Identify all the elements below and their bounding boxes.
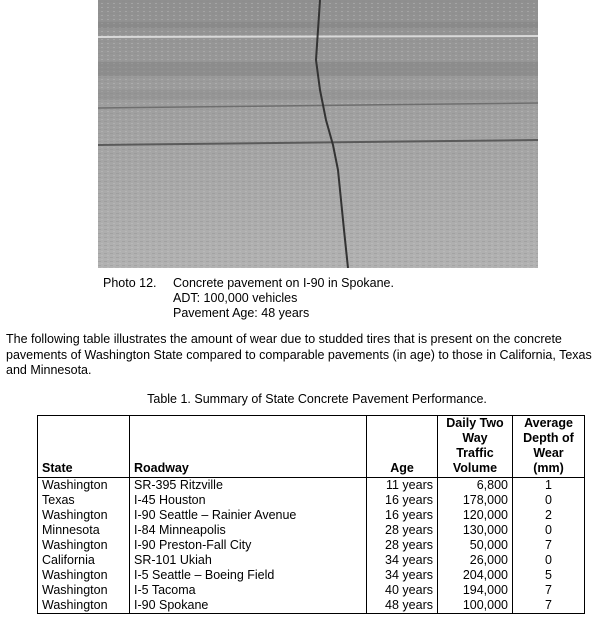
intro-paragraph: The following table illustrates the amount of wear due to studded tires that is present on the concrete pavements of Washington State compared to comparable pavements (in age) to those in California, Texas and Minnesota. [6, 332, 592, 377]
table-row [38, 493, 585, 508]
caption-line: Concrete pavement on I-90 in Spokane. [173, 276, 394, 290]
table-row [38, 583, 585, 598]
cell-roadway: SR-395 Ritzville [130, 478, 367, 494]
cell-state: Washington [38, 508, 130, 523]
cell-age: 40 years [367, 583, 438, 598]
cell-wear: 2 [513, 508, 585, 523]
header-volume: Daily Two Way Traffic Volume [438, 416, 513, 478]
cell-roadway: I-5 Tacoma [130, 583, 367, 598]
cell-volume: 194,000 [438, 583, 513, 598]
cell-volume: 6,800 [438, 478, 513, 494]
cell-age: 16 years [367, 493, 438, 508]
table-row [38, 523, 585, 538]
table-row [38, 553, 585, 568]
header-roadway: Roadway [130, 416, 367, 478]
cell-age: 28 years [367, 538, 438, 553]
cell-roadway: I-5 Seattle – Boeing Field [130, 568, 367, 583]
cell-volume: 204,000 [438, 568, 513, 583]
cell-age: 16 years [367, 508, 438, 523]
cell-wear: 7 [513, 583, 585, 598]
cell-roadway: I-90 Spokane [130, 598, 367, 614]
cell-state: Texas [38, 493, 130, 508]
cell-volume: 120,000 [438, 508, 513, 523]
cell-state: Washington [38, 598, 130, 614]
table-row [38, 568, 585, 583]
cell-roadway: I-90 Seattle – Rainier Avenue [130, 508, 367, 523]
table-title: Table 1. Summary of State Concrete Pavement Performance. [147, 392, 487, 406]
cell-state: Washington [38, 538, 130, 553]
table-header-row [38, 416, 585, 478]
cell-roadway: I-84 Minneapolis [130, 523, 367, 538]
cell-volume: 130,000 [438, 523, 513, 538]
cell-roadway: I-45 Houston [130, 493, 367, 508]
cell-wear: 1 [513, 478, 585, 494]
table-row [38, 508, 585, 523]
cell-wear: 7 [513, 598, 585, 614]
cell-age: 11 years [367, 478, 438, 494]
header-state: State [38, 416, 130, 478]
cell-volume: 50,000 [438, 538, 513, 553]
cell-state: Washington [38, 568, 130, 583]
photo-caption [103, 276, 394, 321]
header-wear: Average Depth of Wear (mm) [513, 416, 585, 478]
caption-line: Pavement Age: 48 years [173, 306, 310, 320]
cell-wear: 0 [513, 493, 585, 508]
cell-state: Washington [38, 478, 130, 494]
cell-volume: 100,000 [438, 598, 513, 614]
performance-table [37, 415, 585, 614]
cell-age: 34 years [367, 568, 438, 583]
header-age: Age [367, 416, 438, 478]
cell-age: 48 years [367, 598, 438, 614]
cell-roadway: I-90 Preston-Fall City [130, 538, 367, 553]
cell-state: Washington [38, 583, 130, 598]
cell-volume: 178,000 [438, 493, 513, 508]
cell-state: California [38, 553, 130, 568]
cell-age: 34 years [367, 553, 438, 568]
caption-label: Photo 12. [103, 276, 157, 290]
cell-state: Minnesota [38, 523, 130, 538]
caption-line: ADT: 100,000 vehicles [173, 291, 298, 305]
cell-age: 28 years [367, 523, 438, 538]
cell-wear: 5 [513, 568, 585, 583]
concrete-pavement-photo [98, 0, 538, 268]
table-row [38, 538, 585, 553]
cell-roadway: SR-101 Ukiah [130, 553, 367, 568]
cell-wear: 0 [513, 553, 585, 568]
cell-volume: 26,000 [438, 553, 513, 568]
table-row [38, 478, 585, 494]
cell-wear: 0 [513, 523, 585, 538]
table-row [38, 598, 585, 614]
cell-wear: 7 [513, 538, 585, 553]
